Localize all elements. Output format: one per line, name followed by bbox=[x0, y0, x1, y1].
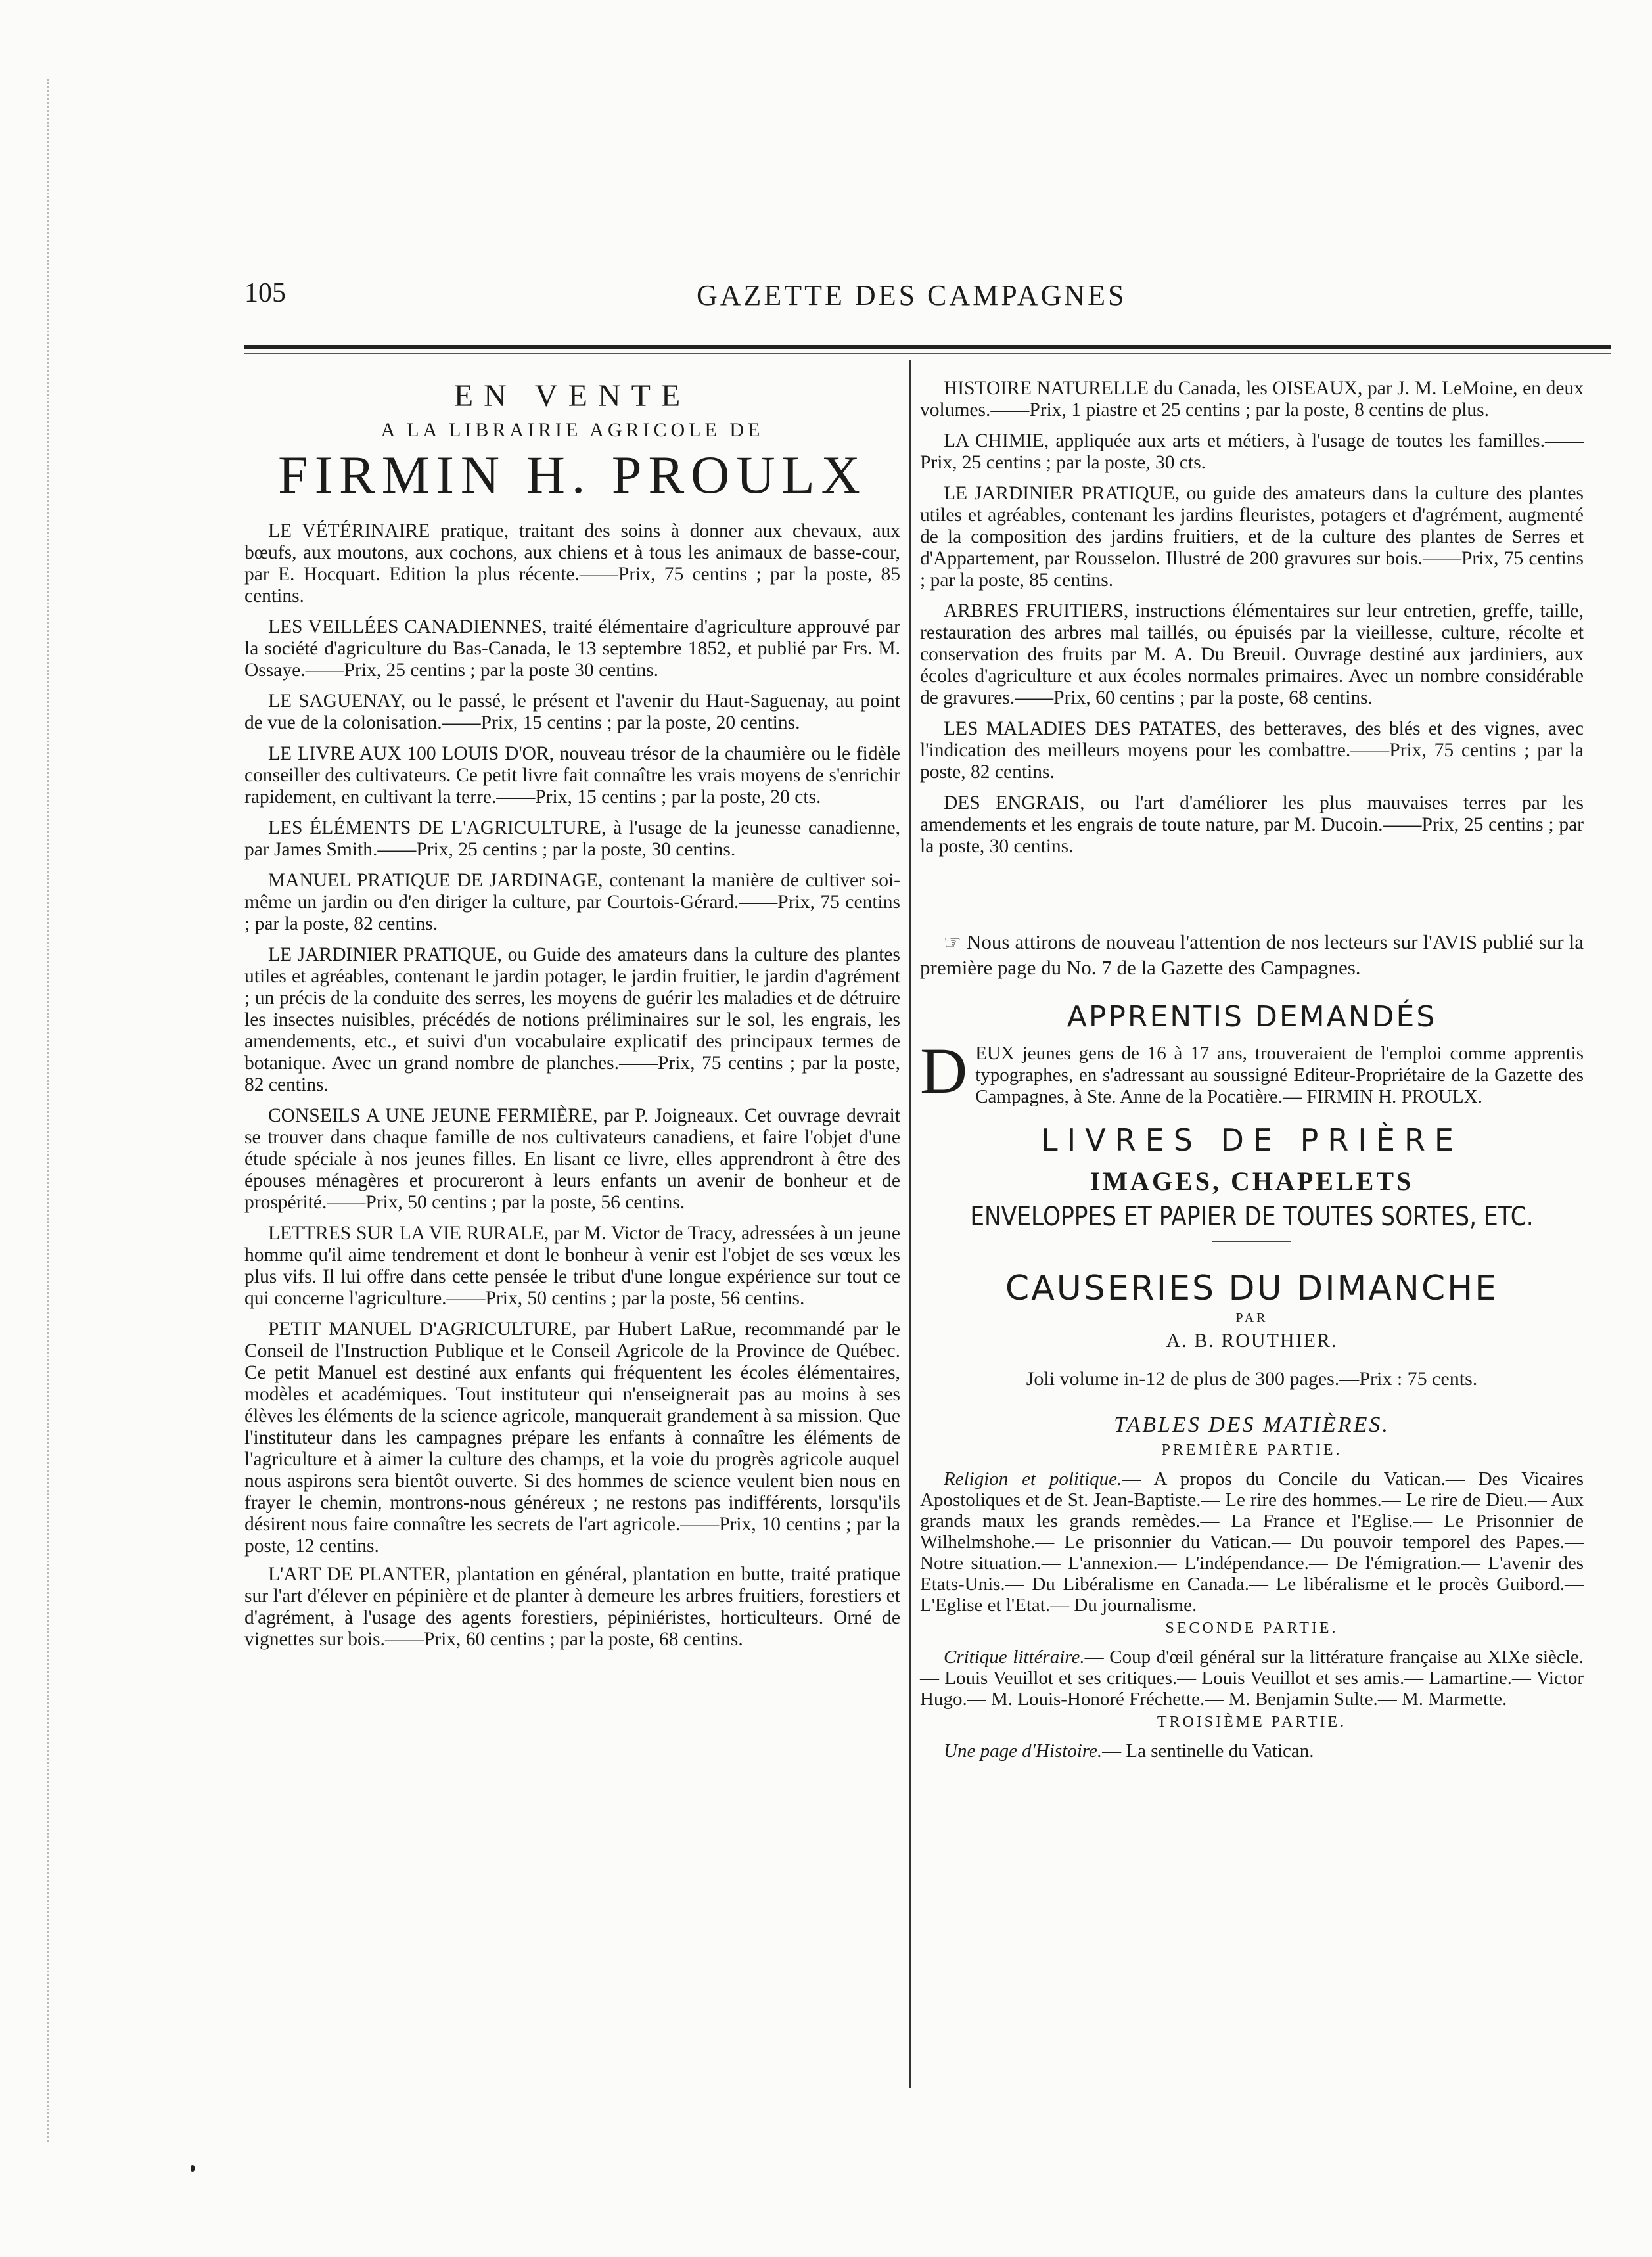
part-heading-2: SECONDE PARTIE. bbox=[1165, 1620, 1339, 1637]
toc-part-3-label: Une page d'Histoire. bbox=[944, 1741, 1103, 1762]
part-heading-3: TROISIÈME PARTIE. bbox=[1157, 1714, 1347, 1731]
book-entry-lettres: LETTRES SUR LA VIE RURALE, par M. Victor de Tracy, adressées à un jeune homme qu'il aime tendrement et dont le bonheur à venir est l'objet de ses vœux les plus vifs. Il lui offre dans cette pensée le tribut d'une longue expérience sur tout ce qui concerne l'agriculture.——Prix, 50 centins ; par la poste, 56 centins. bbox=[244, 1223, 900, 1309]
toc-part-1-text: — A propos du Concile du Vatican.— Des Vicaires Apostoliques et de St. Jean-Baptiste.— Le rire des hommes.— Le rire de Dieu.— Aux grands maux les grands remèdes.— La France et l'Eglise.— Le Prisonnier de Wilhelmshohe.— Le prisonnier du Vatican.— Du pouvoir temporel des Papes.— Notre situation.— L'annexion.— L'indépendance.— De l'émigration.— L'avenir des Etats-Unis.— Du Libéralisme en Canada.— Le libéralisme et le procès Guibord.— L'Eglise et l'Etat.— Du journalisme. bbox=[920, 1469, 1584, 1616]
enveloppes-heading: ENVELOPPES ET PAPIER DE TOUTES SORTES, ETC. bbox=[970, 1202, 1534, 1232]
book-entry-manuel-jardinage: MANUEL PRATIQUE DE JARDINAGE, contenant la manière de cultiver soi-même un jardin ou d'en diriger la culture, par Courtois-Gérard.——Prix, 75 centins ; par la poste, 82 centins. bbox=[244, 870, 900, 934]
page-number: 105 bbox=[244, 278, 286, 308]
book-entry-saguenay: LE SAGUENAY, ou le passé, le présent et l'avenir du Haut-Saguenay, au point de vue de la colonisation.——Prix, 15 centins ; par la poste, 20 centins. bbox=[244, 691, 900, 733]
librairie-heading: A LA LIBRAIRIE AGRICOLE DE bbox=[380, 419, 764, 441]
book-entry-art-planter: L'ART DE PLANTER, plantation en général, plantation en butte, traité pratique sur l'art d'élever en pépinière et de planter à demeure les arbres fruitiers, forestiers et d'agrément, à l'usage des agents forestiers, pépiniéristes, horticulteurs. Orné de vignettes sur bois.——Prix, 60 centins ; par la poste, 68 centins. bbox=[244, 1564, 900, 1650]
apprentis-text: EUX jeunes gens de 16 à 17 ans, trouveraient de l'emploi comme apprentis typographes, en s'adressant au soussigné Editeur-Propriétaire de la Gazette des Campagnes, à Ste. Anne de la Pocatière.— FIRMIN H. PROULX. bbox=[975, 1043, 1584, 1107]
tables-title: TABLES DES MATIÈRES. bbox=[1114, 1413, 1390, 1437]
book-entry-maladies-patates: LES MALADIES DES PATATES, des betteraves, des blés et des vignes, avec l'indication des meilleurs moyens pour les combattre.——Prix, 75 centins ; par la poste, 82 centins. bbox=[920, 718, 1584, 783]
header-rule-thin bbox=[244, 353, 1611, 354]
left-column bbox=[244, 378, 900, 1657]
binding-margin-dots bbox=[47, 79, 49, 2142]
book-entry-petit-manuel: PETIT MANUEL D'AGRICULTURE, par Hubert LaRue, recommandé par le Conseil de l'Instruction Publique et le Conseil Agricole de la Province de Québec. Ce petit Manuel est destiné aux enfants qui fréquentent les écoles élémentaires, modèles et académiques. Tout instituteur qui n'enseignerait pas au moins à ses élèves les éléments de la science agricole, manquerait grandement à sa mission. Que l'instituteur dans les campagnes prépare les enfants à connaître les éléments de l'agriculture et à aimer la culture des champs, et la voie du progrès agricole auquel nous aspirons sera bientôt ouverte. Si des hommes de science veulent bien nous en frayer le chemin, montrons-nous généreux ; ne restons pas indifférents, lorsqu'ils désirent nous faire connaître les secrets de l'art agricole.——Prix, 10 centins ; par la poste, 12 centins. bbox=[244, 1319, 900, 1557]
author-name: A. B. ROUTHIER. bbox=[1166, 1330, 1338, 1352]
images-heading: IMAGES, CHAPELETS bbox=[1090, 1166, 1414, 1196]
causeries-heading: CAUSERIES DU DIMANCHE bbox=[1005, 1269, 1499, 1308]
book-entry-jardinier: LE JARDINIER PRATIQUE, ou Guide des amateurs dans la culture des plantes utiles et agréables, contenant le jardin potager, le jardin fruitier, le jardin d'agrément ; un précis de la conduite des serres, les moyens de guérir les maladies et de détruire les insectes nuisibles, précédés de notions préliminaires sur le sol, les engrais, les amendements, etc., et suivi d'un vocabulaire explicatif des principaux termes de botanique. Avec un grand nombre de planches.——Prix, 75 centins ; par la poste, 82 centins. bbox=[244, 944, 900, 1095]
notice-text: Nous attirons de nouveau l'attention de nos lecteurs sur l'AVIS publié sur la première page du No. 7 de la Gazette des Campagnes. bbox=[920, 930, 1584, 979]
book-entry-livre-louis: LE LIVRE AUX 100 LOUIS D'OR, nouveau trésor de la chaumière ou le fidèle conseiller des cultivateurs. Ce petit livre fait connaître les vrais moyens de s'enrichir rapidement, en cultivant la terre.——Prix, 15 centins ; par la poste, 20 cts. bbox=[244, 743, 900, 808]
column-divider bbox=[909, 360, 911, 2088]
apprentis-paragraph bbox=[920, 1034, 1584, 1108]
apprentis-dropcap: D bbox=[920, 1034, 968, 1107]
book-entry-arbres-fruitiers: ARBRES FRUITIERS, instructions élémentaires sur leur entretien, greffe, taille, restauration des arbres mal taillés, ou épuisés par la vieillesse, culture, récolte et conservation des fruits par M. A. Du Breuil. Ouvrage destiné aux jardiniers, aux écoles d'agriculture et aux écoles normales primaires. Avec un nombre considérable de gravures.——Prix, 60 centins ; par la poste, 68 centins. bbox=[920, 601, 1584, 708]
toc-part-1-label: Religion et politique. bbox=[944, 1469, 1122, 1490]
book-entry-elements: LES ÉLÉMENTS DE L'AGRICULTURE, à l'usage de la jeunesse canadienne, par James Smith.——Prix, 25 centins ; par la poste, 30 centins. bbox=[244, 817, 900, 860]
book-entry-jardinier-rousselon: LE JARDINIER PRATIQUE, ou guide des amateurs dans la culture des plantes utiles et agréables, contenant les jardins fleuristes, potagers et d'agrément, augmenté de la composition des jardins fruitiers, et de la culture des plantes de Serres et d'Appartement, par Rousselon. Illustré de 200 gravures sur bois.——Prix, 75 centins ; par la poste, 85 centins. bbox=[920, 483, 1584, 591]
right-column bbox=[920, 378, 1584, 1762]
book-entry-veillees: LES VEILLÉES CANADIENNES, traité élémentaire d'agriculture approuvé par la société d'agriculture du Bas-Canada, le 13 septembre 1852, et publié par Frs. M. Ossaye.——Prix, 25 centins ; par la poste 30 centins. bbox=[244, 616, 900, 681]
toc-part-2-label: Critique littéraire. bbox=[944, 1647, 1085, 1668]
section-rule bbox=[1212, 1241, 1291, 1242]
book-entry-engrais: DES ENGRAIS, ou l'art d'améliorer les plus mauvaises terres par les amendements et les engrais de toute nature, par M. Ducoin.——Prix, 25 centins ; par la poste, 30 centins. bbox=[920, 792, 1584, 857]
firmin-heading: FIRMIN H. PROULX bbox=[278, 445, 867, 505]
ink-speck bbox=[191, 2165, 195, 2172]
book-entry-conseils: CONSEILS A UNE JEUNE FERMIÈRE, par P. Joigneaux. Cet ouvrage devrait se trouver dans chaque famille de nos cultivateurs canadiens, et faire l'objet d'une étude spéciale à nos jeunes filles. En lisant ce livre, elles apprendront à être des épouses ménagères et procureront à leurs enfants un avenir de bonheur et de prospérité.——Prix, 50 centins ; par la poste, 56 centins. bbox=[244, 1105, 900, 1213]
book-entry-chimie: LA CHIMIE, appliquée aux arts et métiers, à l'usage de toutes les familles.——Prix, 25 centins ; par la poste, 30 cts. bbox=[920, 430, 1584, 473]
apprentis-heading: APPRENTIS DEMANDÉS bbox=[1067, 1000, 1437, 1034]
book-entry-histoire-naturelle: HISTOIRE NATURELLE du Canada, les OISEAUX, par J. M. LeMoine, en deux volumes.——Prix, 1 piastre et 25 centins ; par la poste, 8 centins de plus. bbox=[920, 378, 1584, 421]
running-title: GAZETTE DES CAMPAGNES bbox=[697, 279, 1127, 311]
toc-part-3 bbox=[920, 1741, 1584, 1762]
toc-part-2 bbox=[920, 1647, 1584, 1710]
volume-price: Joli volume in-12 de plus de 300 pages.—Prix : 75 cents. bbox=[1026, 1368, 1478, 1390]
book-entry-veterinaire: LE VÉTÉRINAIRE pratique, traitant des soins à donner aux chevaux, aux bœufs, aux moutons, aux cochons, aux chiens et à tous les animaux de basse-cour, par E. Hocquart. Edition la plus récente.——Prix, 75 centins ; par la poste, 85 centins. bbox=[244, 520, 900, 606]
en-vente-heading: EN VENTE bbox=[453, 378, 691, 413]
toc-part-2-text: — Coup d'œil général sur la littérature française au XIXe siècle.— Louis Veuillot et ses critiques.— Louis Veuillot et ses amis.— Lamartine.— Victor Hugo.— M. Louis-Honoré Fréchette.— M. Benjamin Sulte.— M. Marmette. bbox=[920, 1647, 1584, 1710]
toc-part-1 bbox=[920, 1469, 1584, 1616]
livres-heading: LIVRES DE PRIÈRE bbox=[1041, 1122, 1463, 1158]
toc-part-3-text: — La sentinelle du Vatican. bbox=[1102, 1741, 1314, 1762]
pointing-hand-icon: ☞ bbox=[944, 932, 961, 953]
par-label: PAR bbox=[1235, 1311, 1268, 1325]
header-rule bbox=[244, 345, 1611, 349]
notice-paragraph bbox=[920, 930, 1584, 980]
part-heading-1: PREMIÈRE PARTIE. bbox=[1161, 1442, 1342, 1459]
